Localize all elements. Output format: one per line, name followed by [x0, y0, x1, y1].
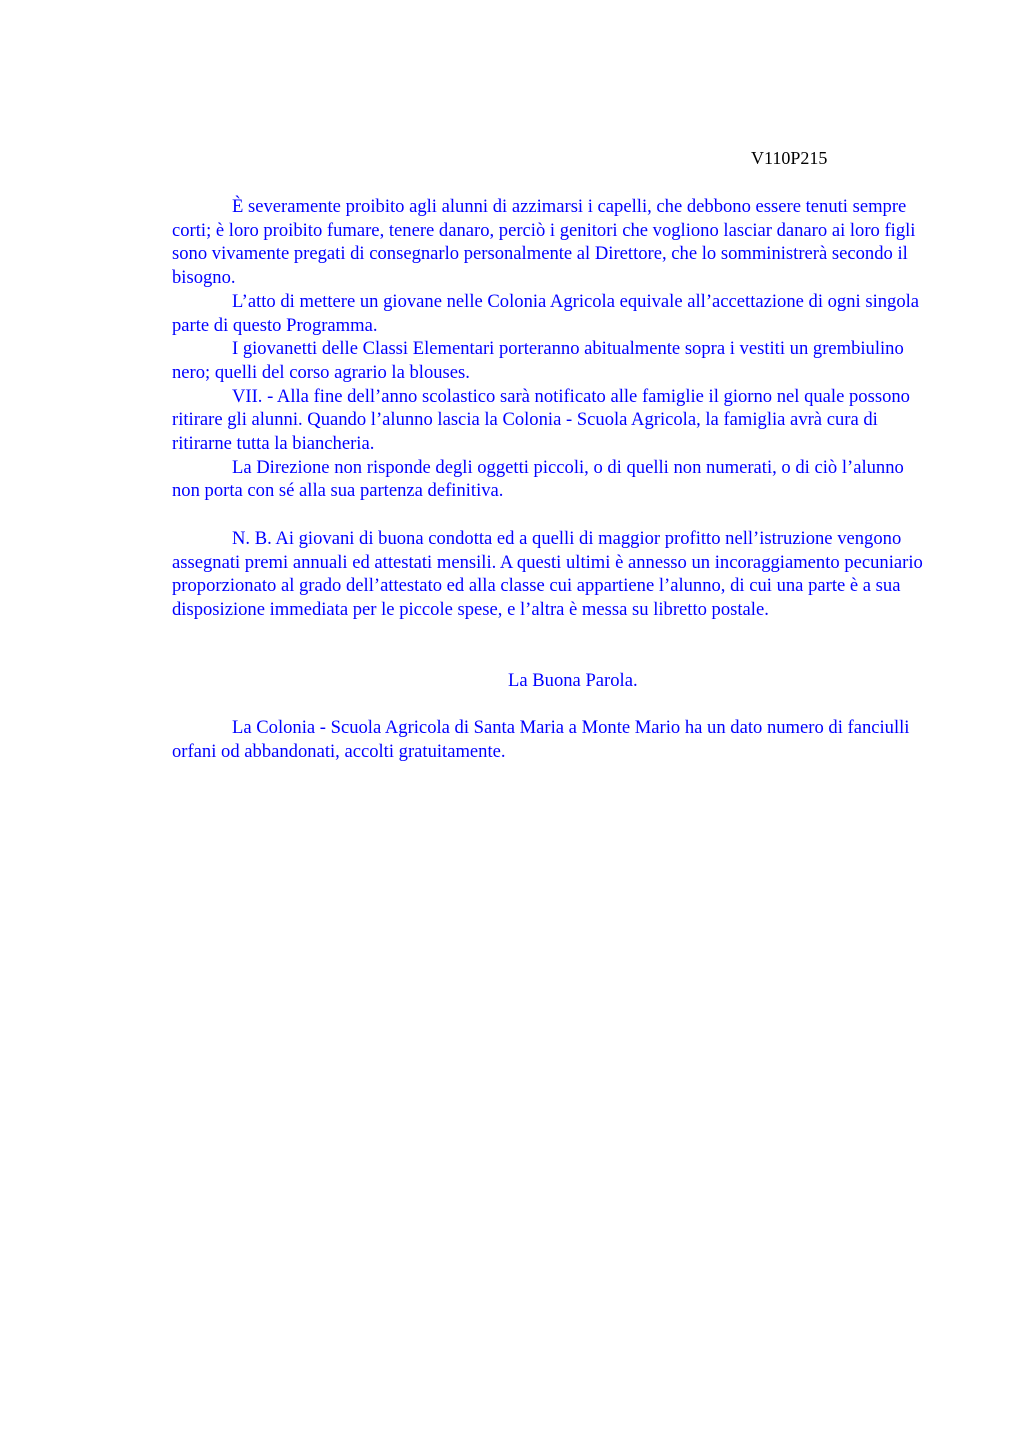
paragraph-program-acceptance: L’atto di mettere un giovane nelle Colonia Agricola equivale all’accettazione di ogni singola parte di questo Programma. [172, 290, 920, 336]
paragraph-end-of-year: VII. - Alla fine dell’anno scolastico sarà notificato alle famiglie il giorno nel quale possono ritirare gli alunni. Quando l’alunno lascia la Colonia - Scuola Agricola, la famiglia avrà cura di ritirarne tutta la biancheria. [172, 385, 910, 455]
section-heading: La Buona Parola. [508, 670, 638, 692]
spacer [172, 503, 930, 527]
spacer [172, 622, 930, 669]
paragraph-hair-money-rules: È severamente proibito agli alunni di azzimarsi i capelli, che debbono essere tenuti sempre corti; è loro proibito fumare, tenere danaro, perciò i genitori che vogliono lasciar danaro ai loro figli sono vivamente pregati di consegnarlo personalmente al Direttore, che lo somministrerà secondo il bisogno. [172, 196, 916, 289]
paragraph-direction-liability: La Direzione non risponde degli oggetti piccoli, o di quelli non numerati, o di ciò l’alunno non porta con sé alla sua partenza definitiva. [172, 456, 904, 502]
page-reference-code: V110P215 [751, 148, 828, 168]
spacer [172, 693, 930, 717]
paragraph-uniform: I giovanetti delle Classi Elementari porteranno abitualmente sopra i vestiti un grembiulino nero; quelli del corso agrario la blouses. [172, 338, 904, 383]
document-body [172, 195, 930, 764]
paragraph-nota-bene: N. B. Ai giovani di buona condotta ed a quelli di maggior profitto nell’istruzione vengono assegnati premi annuali ed attestati mensili. A questi ultimi è annesso un incoraggiamento pecuniario proporzionato al grado dell’attestato ed alla classe cui appartiene l’alunno, di cui una parte è a sua disposizione immediata per le piccole spese, e l’altra è messa su libretto postale. [172, 527, 923, 620]
paragraph-colonia-description: La Colonia - Scuola Agricola di Santa Maria a Monte Mario ha un dato numero di fanciulli orfani od abbandonati, accolti gratuitamente. [172, 717, 910, 763]
